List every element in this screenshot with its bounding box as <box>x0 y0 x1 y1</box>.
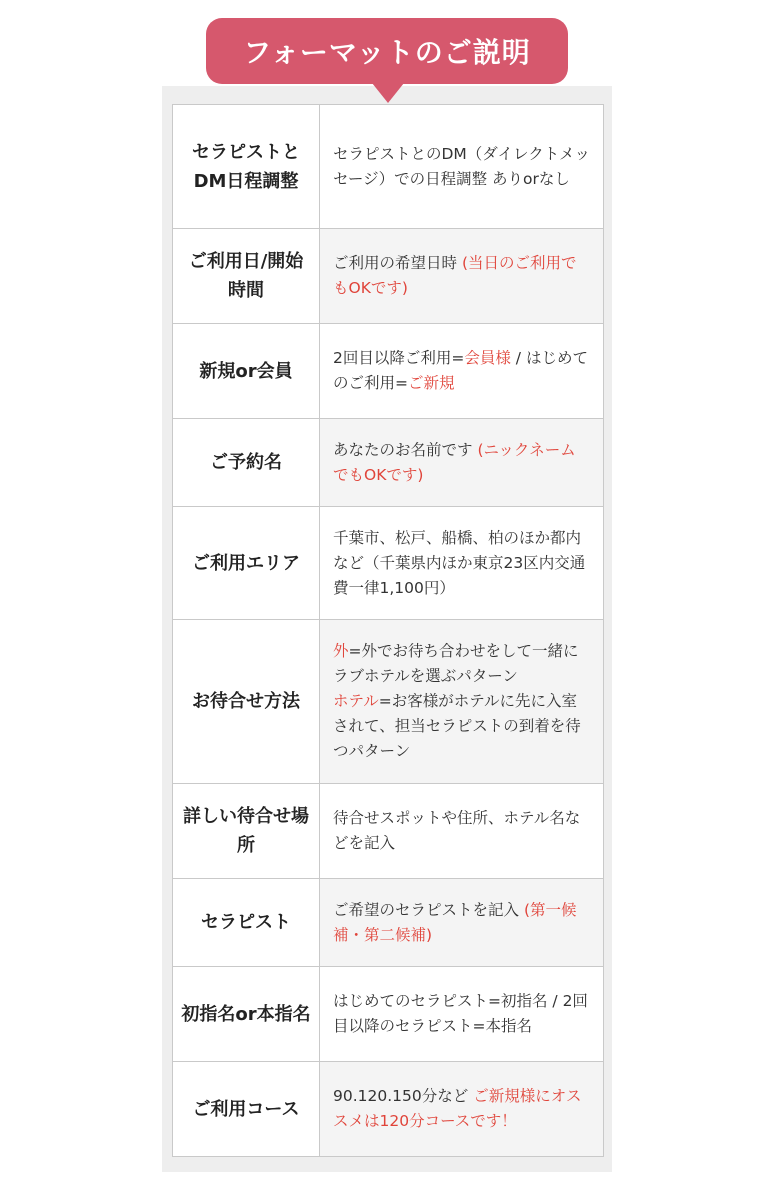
table-row <box>173 105 604 229</box>
highlight-note: (ニックネームでもOKです) <box>333 440 576 484</box>
table-row <box>173 879 604 967</box>
page-title: フォーマットのご説明 <box>206 18 568 84</box>
table-row <box>173 419 604 507</box>
highlight-note: 会員様 <box>464 349 511 367</box>
table-row <box>173 967 604 1062</box>
row-description: 千葉市、松戸、船橋、柏のほか都内など（千葉県内ほか東京23区内交通費一律1,100円） <box>320 507 604 620</box>
row-label: 新規or会員 <box>173 324 320 419</box>
row-description: 90.120.150分など ご新規様にオススメは120分コースです！ <box>320 1062 604 1157</box>
highlight-note: ご新規 <box>408 374 455 392</box>
row-label: ご予約名 <box>173 419 320 507</box>
highlight-note: ホテル <box>333 692 379 710</box>
table-row <box>173 324 604 419</box>
row-description: 待合せスポットや住所、ホテル名などを記入 <box>320 784 604 879</box>
highlight-note: 外 <box>333 642 349 660</box>
table-row <box>173 507 604 620</box>
table-row <box>173 620 604 784</box>
table-row <box>173 229 604 324</box>
row-description: ご利用の希望日時 (当日のご利用でもOKです) <box>320 229 604 324</box>
row-description: ご希望のセラピストを記入 (第一候補・第二候補) <box>320 879 604 967</box>
highlight-note: (第一候補・第二候補) <box>333 900 577 944</box>
row-description: セラピストとのDM（ダイレクトメッセージ）での日程調整 ありorなし <box>320 105 604 229</box>
row-description: あなたのお名前です (ニックネームでもOKです) <box>320 419 604 507</box>
row-description: 2回目以降ご利用=会員様 / はじめてのご利用=ご新規 <box>320 324 604 419</box>
row-label: 詳しい待合せ場所 <box>173 784 320 879</box>
highlight-note: ご新規様にオススメは120分コースです！ <box>333 1087 582 1130</box>
highlight-note: (当日のご利用でもOKです) <box>333 254 577 297</box>
row-label: 初指名or本指名 <box>173 967 320 1062</box>
row-label: お待合せ方法 <box>173 620 320 784</box>
table-row <box>173 1062 604 1157</box>
row-label: セラピスト <box>173 879 320 967</box>
row-description: 外=外でお待ち合わせをして一緒にラブホテルを選ぶパターン ホテル=お客様がホテルに先に入室されて、担当セラピストの到着を待つパターン <box>320 620 604 784</box>
banner-pointer <box>372 83 404 103</box>
row-description: はじめてのセラピスト=初指名 / 2回目以降のセラピスト=本指名 <box>320 967 604 1062</box>
table-row <box>173 784 604 879</box>
format-table <box>172 104 604 1157</box>
row-label: ご利用日/開始時間 <box>173 229 320 324</box>
row-label: セラピストとDM日程調整 <box>173 105 320 229</box>
row-label: ご利用エリア <box>173 507 320 620</box>
row-label: ご利用コース <box>173 1062 320 1157</box>
